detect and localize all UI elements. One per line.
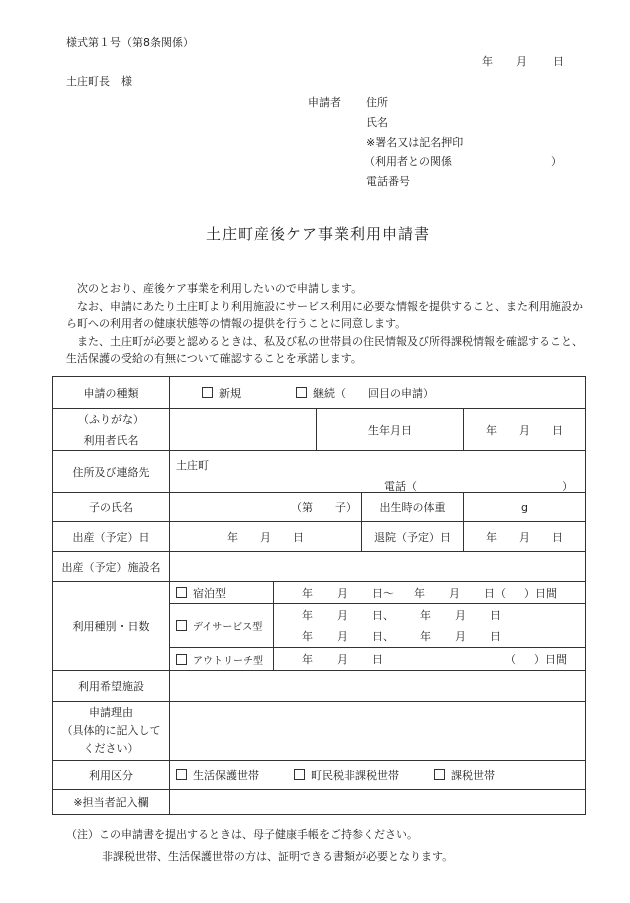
weight-unit: g: [521, 500, 529, 514]
applicant-label: 申請者: [308, 96, 341, 109]
child-name-field[interactable]: [170, 493, 362, 522]
user-name-input[interactable]: [170, 409, 317, 451]
stay-dates-field[interactable]: [274, 582, 586, 604]
intro-paragraph-2: なお、申請にあたり土庄町より利用施設にサービス利用に必要な情報を提供すること、また利用施設から町への利用者の健康状態等の情報の提供を行うことに同意します。: [66, 299, 583, 330]
birth-facility-label: 出産（予定）施設名: [53, 552, 170, 582]
day2-y2: 年: [420, 630, 431, 644]
birth-month-unit: 月: [519, 423, 531, 437]
phone-line: [176, 478, 579, 492]
day-dates-field-2[interactable]: [274, 626, 586, 648]
row-reason: [53, 702, 586, 761]
category-welfare-label: 生活保護世帯: [193, 769, 259, 782]
discharge-year-unit: 年: [486, 530, 498, 544]
row-application-type: [53, 377, 586, 409]
day1-d1: 日、: [372, 608, 394, 622]
furigana-label: （ふりがな）: [78, 413, 144, 426]
relation-close: ）: [551, 155, 562, 168]
relation-open: （利用者との関係: [364, 155, 452, 168]
day1-y2: 年: [420, 608, 431, 622]
intro-text: [66, 280, 586, 368]
note-2: 非課税世帯、生活保護世帯の方は、証明できる書類が必要となります。: [102, 850, 454, 863]
day-dates-field-1[interactable]: [274, 604, 586, 626]
reason-field[interactable]: [170, 702, 586, 761]
address-contact-field[interactable]: [170, 451, 586, 493]
stay-days: ）日間: [524, 586, 557, 600]
intro-paragraph-3: また、土庄町が必要と認めるときは、私及び私の世帯員の住民情報及び所得課税情報を確認すること、生活保護の受給の有無について確認することを承諾します。: [66, 334, 583, 365]
user-name-label-cell: [53, 409, 170, 451]
date-month: 月: [516, 55, 527, 68]
birth-date-label: 生年月日: [317, 409, 464, 451]
checkbox-tax-exempt[interactable]: [294, 769, 305, 780]
out-d: 日: [372, 653, 383, 666]
row-child: [53, 493, 586, 522]
address-label: 住所: [366, 96, 388, 109]
day2-m1: 月: [337, 630, 348, 644]
row-staff: [53, 790, 586, 815]
discharge-day-unit: 日: [552, 530, 564, 544]
addressee: 土庄町長 様: [66, 75, 132, 88]
out-m: 月: [337, 653, 348, 666]
usage-outreach-label: アウトリーチ型: [193, 655, 263, 667]
discharge-label: 退院（予定）日: [362, 522, 464, 552]
stay-m1: 月: [337, 586, 348, 600]
day1-y1: 年: [302, 608, 313, 622]
stay-m2: 月: [449, 586, 460, 600]
birth-due-field[interactable]: [170, 522, 362, 552]
reason-label-2: （具体的に記入して: [61, 724, 161, 737]
reason-label-cell: [53, 702, 170, 761]
intro-paragraph-1: 次のとおり、産後ケア事業を利用したいので申請します。: [77, 282, 363, 295]
birth-weight-field[interactable]: [464, 493, 586, 522]
town-prefix: 土庄町: [176, 459, 209, 472]
day1-d2: 日: [490, 608, 501, 622]
day2-d1: 日、: [372, 630, 394, 644]
phone-open: 電話（: [384, 480, 417, 493]
reason-label-1: 申請理由: [89, 706, 133, 719]
birth-day-unit: 日: [552, 423, 564, 437]
usage-day-cell: [170, 604, 274, 648]
type-new-label: 新規: [219, 386, 241, 400]
checkbox-stay[interactable]: [176, 587, 187, 598]
staff-label: ※担当者記入欄: [53, 790, 170, 815]
day2-y1: 年: [302, 630, 313, 644]
application-table: [52, 376, 586, 815]
stay-y1: 年: [302, 586, 313, 600]
user-name-label: 利用者氏名: [83, 434, 139, 447]
phone-close: ）: [562, 480, 574, 493]
form-number: 様式第１号（第8条関係）: [66, 36, 194, 49]
category-taxed-label: 課税世帯: [451, 769, 495, 782]
row-usage-stay: [53, 582, 586, 604]
checkbox-new[interactable]: [202, 387, 213, 398]
checkbox-outreach[interactable]: [176, 654, 187, 665]
discharge-month-unit: 月: [519, 530, 531, 544]
desired-facility-field[interactable]: [170, 671, 586, 702]
application-type-label: 申請の種類: [53, 377, 170, 409]
usage-outreach-cell: [170, 648, 274, 671]
usage-stay-cell: [170, 582, 274, 604]
reason-label-3: ください）: [83, 742, 139, 755]
row-category: [53, 761, 586, 790]
usage-type-label: 利用種別・日数: [53, 582, 170, 671]
address-contact-label: 住所及び連絡先: [53, 451, 170, 493]
row-facility: [53, 552, 586, 582]
birth-due-label: 出産（予定）日: [53, 522, 170, 552]
row-dates: [53, 522, 586, 552]
category-label: 利用区分: [53, 761, 170, 790]
category-field: [170, 761, 586, 790]
usage-day-label: デイサービス型: [193, 622, 263, 633]
birth-date-field[interactable]: [464, 409, 586, 451]
usage-stay-label: 宿泊型: [193, 586, 226, 600]
checkbox-day-service[interactable]: [176, 620, 187, 631]
document-title: 土庄町産後ケア事業利用申請書: [206, 225, 431, 243]
checkbox-taxed[interactable]: [434, 769, 445, 780]
day1-m2: 月: [455, 608, 466, 622]
stay-d1: 日～: [372, 586, 394, 600]
due-year-unit: 年: [227, 530, 238, 544]
birth-facility-field[interactable]: [170, 552, 586, 582]
out-y: 年: [302, 653, 313, 666]
day2-m2: 月: [455, 630, 466, 644]
phone-label: 電話番号: [366, 175, 410, 188]
discharge-field[interactable]: [464, 522, 586, 552]
day2-d2: 日: [490, 630, 501, 644]
category-exempt-label: 町民税非課税世帯: [311, 769, 399, 782]
checkbox-welfare[interactable]: [176, 769, 187, 780]
type-continue-label: 継続（ 回目の申請）: [313, 386, 434, 400]
row-address: [53, 451, 586, 493]
date-day: 日: [553, 55, 564, 68]
outreach-dates-field[interactable]: [274, 648, 586, 671]
birth-year-unit: 年: [486, 423, 498, 437]
birth-weight-label: 出生時の体重: [362, 493, 464, 522]
signature-note: ※署名又は記名押印: [366, 136, 464, 149]
child-name-label: 子の氏名: [53, 493, 170, 522]
application-type-field: [170, 377, 586, 409]
row-user-name: [53, 409, 586, 451]
child-order: （第 子）: [291, 501, 357, 514]
stay-y2: 年: [414, 586, 425, 600]
staff-field[interactable]: [170, 790, 586, 815]
due-day-unit: 日: [293, 530, 304, 544]
stay-d2: 日（: [484, 586, 506, 600]
date-year: 年: [482, 55, 493, 68]
row-desired-facility: [53, 671, 586, 702]
note-1: （注）この申請書を提出するときは、母子健康手帳をご持参ください。: [66, 828, 418, 841]
out-days: ）日間: [534, 653, 567, 666]
checkbox-continue[interactable]: [296, 387, 307, 398]
due-month-unit: 月: [260, 530, 271, 544]
name-label: 氏名: [366, 116, 388, 129]
day1-m1: 月: [337, 608, 348, 622]
desired-facility-label: 利用希望施設: [53, 671, 170, 702]
out-open: （: [505, 653, 516, 666]
